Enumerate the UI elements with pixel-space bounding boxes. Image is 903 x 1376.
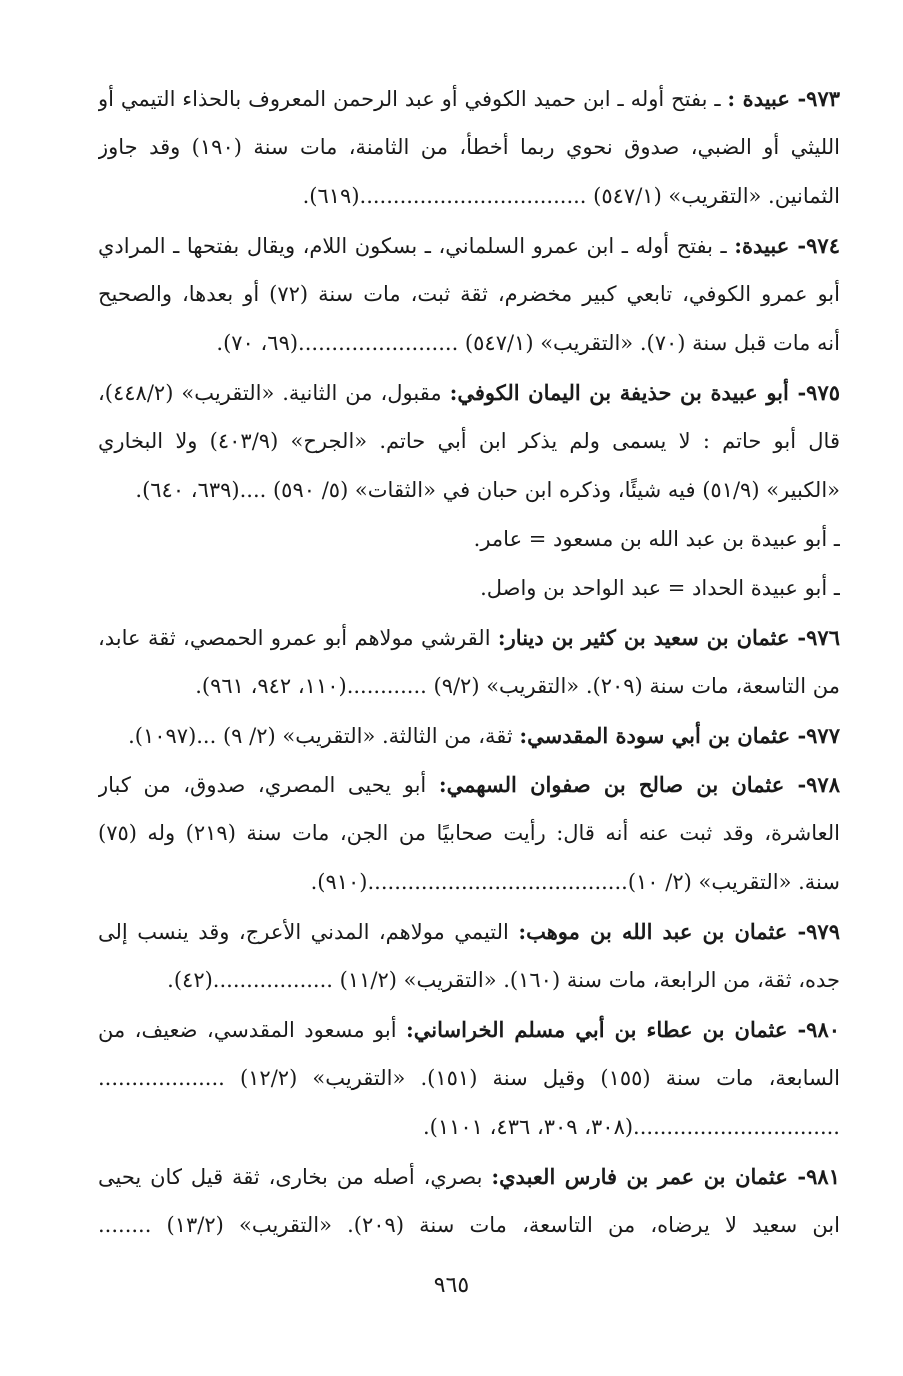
entry-text: مقبول، من الثانية. «التقريب» (٤٤٨/٢)، [98, 381, 450, 405]
page-body [98, 74, 840, 1250]
entry-974 [98, 221, 840, 368]
entry-text: الليثي أو الضبي، صدوق نحوي ربما أخطأ، من الثامنة، مات سنة (١٩٠) وقد جاوز [98, 135, 840, 159]
entry-978 [98, 760, 840, 907]
entry-text: قال أبو حاتم : لا يسمى ولم يذكر ابن أبي حاتم. «الجرح» (٤٠٣/٩) ولا البخاري [98, 429, 840, 453]
entry-text: أبو عمرو الكوفي، تابعي كبير مخضرم، ثقة ثبت، مات سنة (٧٢) أو بعدها، والصحيح [98, 282, 840, 306]
entry-text: من التاسعة، مات سنة (٢٠٩). «التقريب» (٩/٢) ............(١١٠، ٩٤٢، ٩٦١). [195, 674, 840, 698]
entry-979 [98, 907, 840, 1005]
entry-text: أبو مسعود المقدسي، ضعيف، من [98, 1018, 406, 1042]
entry-text: التيمي مولاهم، المدني الأعرج، وقد ينسب إلى [98, 920, 519, 944]
entry-text: ثقة، من الثالثة. «التقريب» (٢/ ٩) ...(١٠٩٧). [128, 724, 520, 748]
entry-text: سنة. «التقريب» (٢/ ١٠).......................................(٩١٠). [310, 870, 840, 894]
entry-heading: ٩٧٨- عثمان بن صالح بن صفوان السهمي: [438, 772, 840, 797]
entry-975 [98, 368, 840, 515]
entry-981 [98, 1152, 840, 1250]
entry-text: بصري، أصله من بخارى، ثقة قيل كان يحيى [98, 1165, 492, 1189]
entry-977 [98, 711, 840, 760]
page-number: ٩٦٥ [433, 1273, 470, 1298]
entry-text: القرشي مولاهم أبو عمرو الحمصي، ثقة عابد، [98, 626, 498, 650]
entry-text: العاشرة، وقد ثبت عنه أنه قال: رأيت صحابيًا من الجن، مات سنة (٢١٩) وله (٧٥) [98, 821, 840, 845]
cross-reference [98, 515, 840, 564]
cross-reference-text: ـ أبو عبيدة الحداد = عبد الواحد بن واصل. [480, 576, 840, 600]
entry-text: الثمانين. «التقريب» (٥٤٧/١) ..................................(٦١٩). [302, 184, 840, 208]
entry-text: ـ بفتح أوله ـ ابن حميد الكوفي أو عبد الرحمن المعروف بالحذاء التيمي أو [98, 87, 728, 111]
entry-heading: ٩٧٦- عثمان بن سعيد بن كثير بن دينار: [497, 625, 840, 650]
entry-text: السابعة، مات سنة (١٥٥) وقيل سنة (١٥١). «التقريب» (١٢/٢) ................... [98, 1066, 840, 1090]
entry-text: «الكبير» (٥١/٩) فيه شيئًا، وذكره ابن حبان في «الثقات» (٥/ ٥٩٠) ....(٦٣٩، ٦٤٠). [135, 478, 840, 502]
entry-980 [98, 1005, 840, 1152]
entry-text: ...............................(٣٠٨، ٣٠٩، ٤٣٦، ١١٠١). [422, 1115, 840, 1139]
entry-heading: ٩٧٥- أبو عبيدة بن حذيفة بن اليمان الكوفي: [449, 380, 840, 405]
entry-heading: ٩٨٠- عثمان بن عطاء بن أبي مسلم الخراساني: [406, 1017, 840, 1042]
entry-heading: ٩٨١- عثمان بن عمر بن فارس العبدي: [491, 1164, 840, 1189]
entry-976 [98, 613, 840, 711]
entry-text: أنه مات قبل سنة (٧٠). «التقريب» (٥٤٧/١) ........................(٦٩، ٧٠). [216, 331, 840, 355]
entry-heading: ٩٧٣- عبيدة : [727, 86, 840, 111]
entry-973 [98, 74, 840, 221]
entry-text: ابن سعيد لا يرضاه، من التاسعة، مات سنة (٢٠٩). «التقريب» (١٣/٢) ........ [98, 1213, 840, 1237]
entry-text: أبو يحيى المصري، صدوق، من كبار [98, 773, 439, 797]
entry-heading: ٩٧٧- عثمان بن أبي سودة المقدسي: [519, 723, 840, 748]
entry-text: ـ بفتح أوله ـ ابن عمرو السلماني، ـ بسكون اللام، ويقال بفتحها ـ المرادي [98, 234, 735, 258]
entry-text: جده، ثقة، من الرابعة، مات سنة (١٦٠). «التقريب» (١١/٢) ..................(٤٢). [167, 968, 840, 992]
cross-reference [98, 564, 840, 613]
cross-reference-text: ـ أبو عبيدة بن عبد الله بن مسعود = عامر. [473, 527, 840, 551]
entry-heading: ٩٧٤- عبيدة: [734, 233, 840, 258]
entry-heading: ٩٧٩- عثمان بن عبد الله بن موهب: [518, 919, 840, 944]
